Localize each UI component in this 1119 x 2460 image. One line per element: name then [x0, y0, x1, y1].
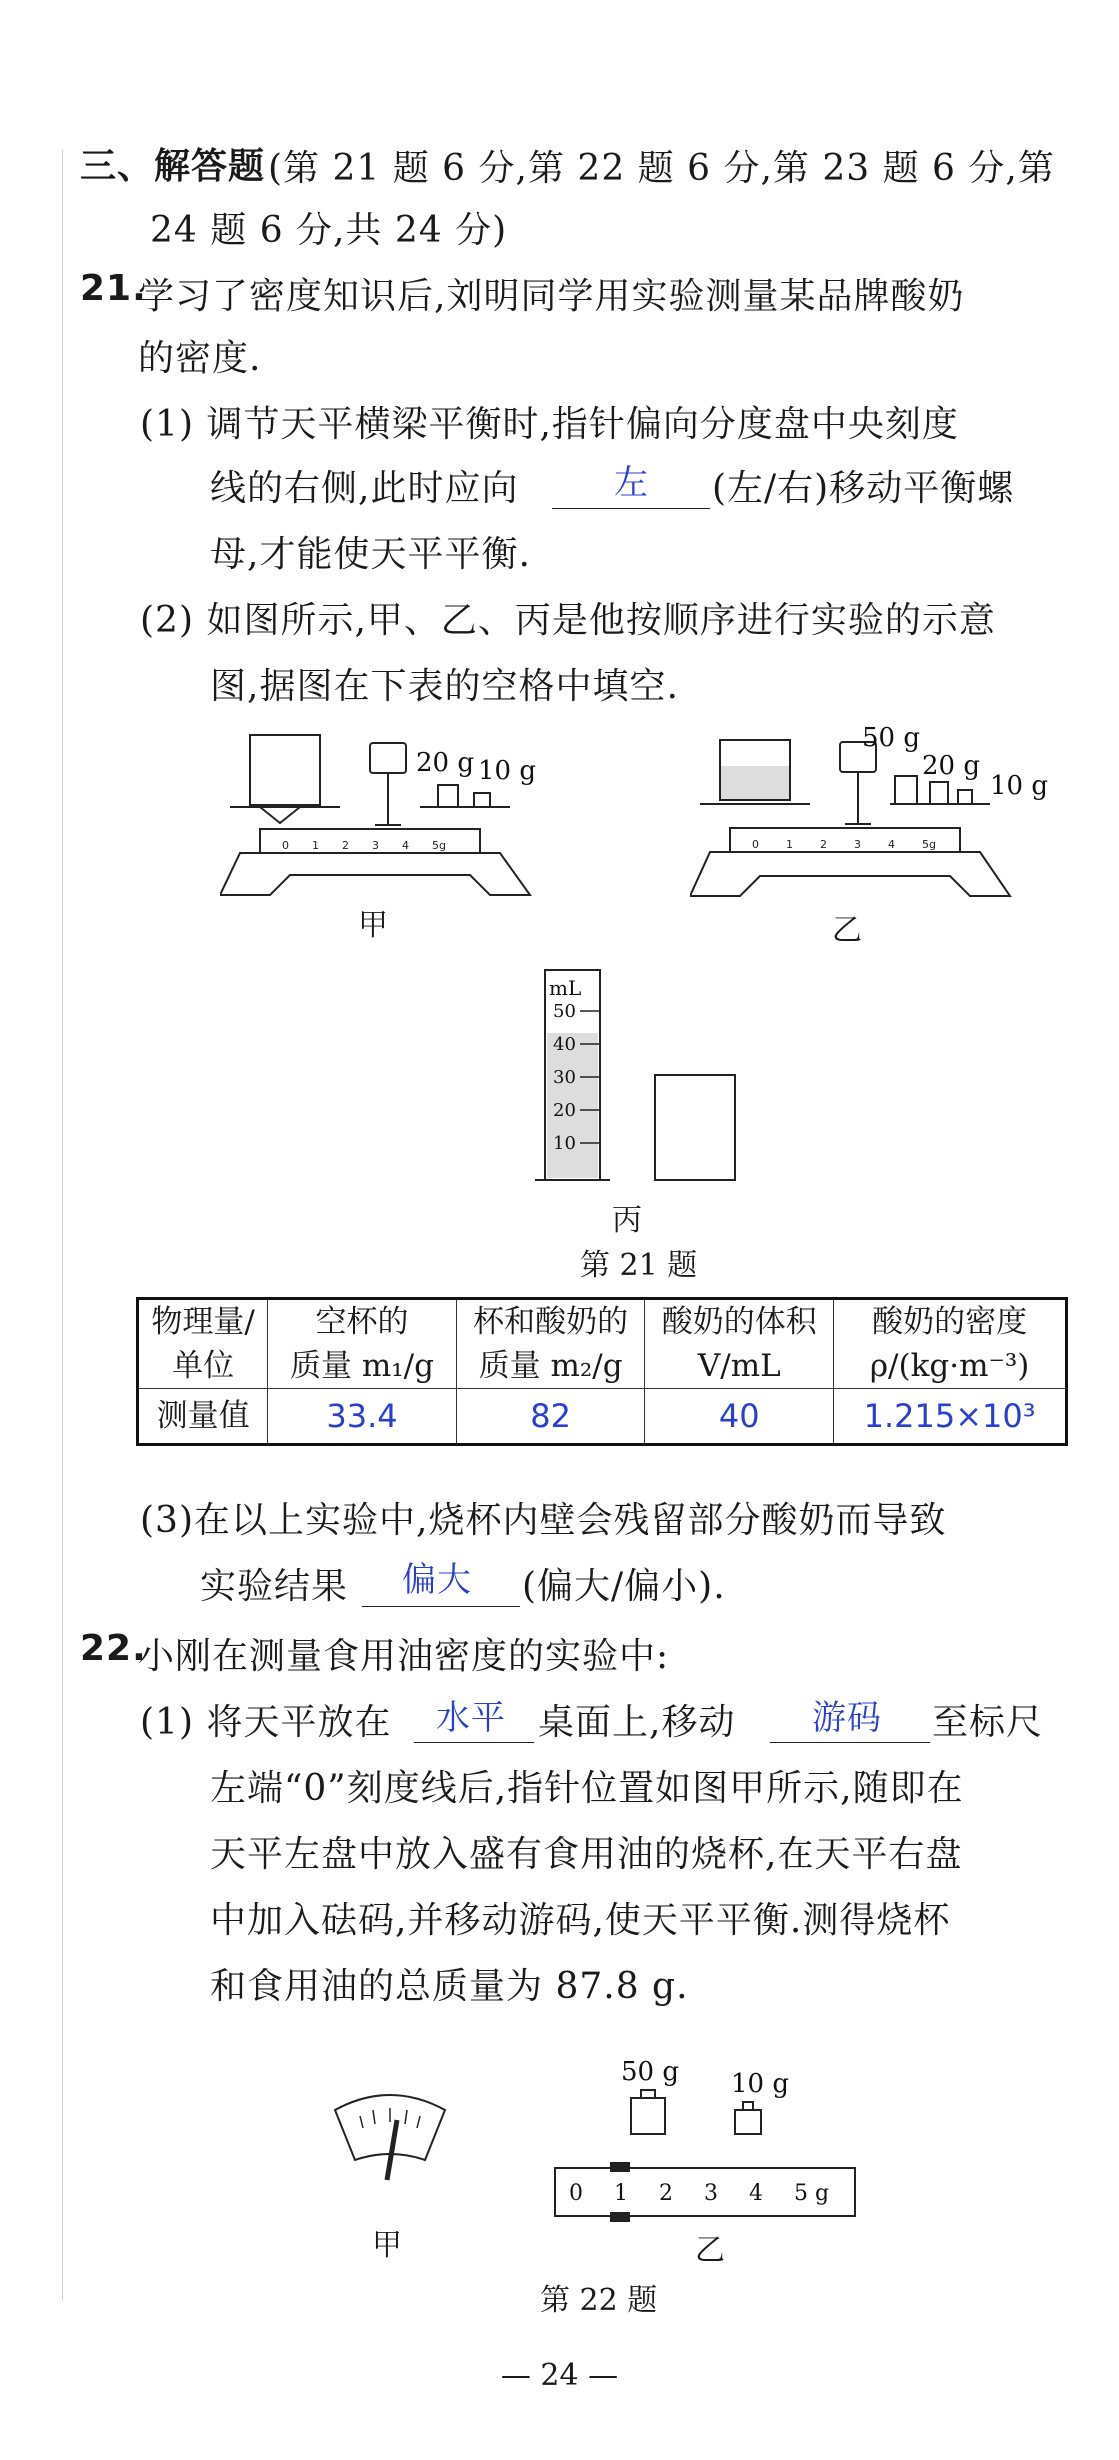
- q21-part3-line-1: (3)在以上实验中,烧杯内壁会残留部分酸奶而导致: [140, 1500, 947, 1541]
- q22-part1-answer-1: 水平: [436, 1698, 506, 1738]
- svg-text:3: 3: [854, 838, 861, 851]
- q22-part1-b: 桌面上,移动: [538, 1702, 736, 1743]
- table-cell: 82: [456, 1389, 645, 1445]
- q21-bing-label: 丙: [612, 1203, 642, 1238]
- q21-data-table: [136, 1297, 1068, 1446]
- q21-jia-weight-10: 10 g: [478, 756, 536, 786]
- q21-number: 21.: [80, 268, 147, 309]
- q21-figure-bing: [535, 965, 755, 1190]
- q22-weight-50: 50 g: [621, 2057, 679, 2087]
- q22-number: 22.: [80, 1628, 147, 1669]
- svg-text:5g: 5g: [432, 839, 446, 852]
- table-cell: 1.215×10³: [834, 1389, 1067, 1445]
- q22-weight-10: 10 g: [731, 2069, 789, 2099]
- q21-part3-blank: [362, 1606, 520, 1607]
- table-row-label: 测量值: [138, 1389, 268, 1445]
- q21-part1-line-2b: (左/右)移动平衡螺: [712, 468, 1015, 509]
- margin-line: [62, 150, 63, 2300]
- scoring-line-1: (第 21 题 6 分,第 22 题 6 分,第 23 题 6 分,第: [268, 148, 1055, 189]
- q21-part2-line-2: 图,据图在下表的空格中填空.: [210, 666, 679, 707]
- cylinder-tick-label: 50: [553, 1001, 576, 1022]
- q21-caption: 第 21 题: [580, 1248, 698, 1283]
- q22-caption: 第 22 题: [540, 2283, 658, 2318]
- table-header-cell: 酸奶的体积 V/mL: [645, 1299, 834, 1389]
- q21-part1-line-2a: 线的右侧,此时应向: [210, 468, 519, 509]
- svg-text:0: 0: [282, 839, 289, 852]
- q22-part1-line-2: 左端“0”刻度线后,指针位置如图甲所示,随即在: [210, 1768, 964, 1809]
- q21-figure-yi: [690, 720, 1070, 935]
- cylinder-tick-label: 30: [553, 1067, 576, 1088]
- q22-part1-line-3: 天平左盘中放入盛有食用油的烧杯,在天平右盘: [210, 1834, 963, 1875]
- svg-text:2: 2: [342, 839, 349, 852]
- table-row: [138, 1389, 1067, 1445]
- table-cell: 40: [645, 1389, 834, 1445]
- q22-figure-yi: [545, 2040, 875, 2240]
- q22-figure-jia-dial: [325, 2080, 455, 2190]
- q22-yi-label: 乙: [695, 2233, 725, 2268]
- table-header-cell: 杯和酸奶的 质量 m₂/g: [456, 1299, 645, 1389]
- q22-jia-label: 甲: [372, 2228, 402, 2263]
- q21-part3-line-2b: (偏大/偏小).: [522, 1566, 726, 1607]
- q22-stem: 小刚在测量食用油密度的实验中:: [138, 1636, 670, 1677]
- scoring-line-2: 24 题 6 分,共 24 分): [150, 210, 508, 251]
- cylinder-unit: mL: [549, 976, 582, 1000]
- q21-part3-answer: 偏大: [402, 1560, 472, 1600]
- q21-yi-label: 乙: [832, 913, 862, 948]
- q21-yi-weight-20: 20 g: [922, 751, 980, 781]
- svg-text:3: 3: [372, 839, 379, 852]
- svg-text:1: 1: [312, 839, 319, 852]
- q21-part1-answer: 左: [614, 463, 649, 503]
- q22-part1-line-5: 和食用油的总质量为 87.8 g.: [210, 1966, 689, 2007]
- scale-tick-label: 1: [614, 2181, 628, 2206]
- scale-tick-label: 3: [704, 2181, 718, 2206]
- table-cell: 33.4: [268, 1389, 457, 1445]
- svg-text:4: 4: [402, 839, 409, 852]
- q21-part3-line-2a: 实验结果: [200, 1566, 349, 1607]
- q21-part2-line-1: (2) 如图所示,甲、乙、丙是他按顺序进行实验的示意: [140, 600, 996, 641]
- scale-tick-label: g: [815, 2181, 830, 2206]
- q22-part1-answer-2: 游码: [812, 1698, 882, 1738]
- q21-stem-line-2: 的密度.: [138, 338, 262, 379]
- cylinder-tick-label: 20: [553, 1100, 576, 1121]
- svg-text:4: 4: [888, 838, 895, 851]
- q21-jia-label: 甲: [358, 908, 388, 943]
- svg-text:1: 1: [786, 838, 793, 851]
- scale-tick-label: 0: [569, 2181, 583, 2206]
- q22-part1-line-4: 中加入砝码,并移动游码,使天平平衡.测得烧杯: [210, 1900, 951, 1941]
- scale-tick-label: 4: [749, 2181, 763, 2206]
- svg-text:0: 0: [752, 838, 759, 851]
- q22-part1-blank-2: [770, 1742, 930, 1743]
- cylinder-tick-label: 40: [553, 1034, 576, 1055]
- q22-part1-c: 至标尺: [932, 1702, 1044, 1743]
- q21-stem-line-1: 学习了密度知识后,刘明同学用实验测量某品牌酸奶: [138, 276, 965, 317]
- q22-part1-a: (1) 将天平放在: [140, 1702, 392, 1743]
- q21-yi-weight-10: 10 g: [990, 771, 1048, 801]
- svg-text:2: 2: [820, 838, 827, 851]
- svg-text:5g: 5g: [922, 838, 936, 851]
- table-header-cell: 空杯的 质量 m₁/g: [268, 1299, 457, 1389]
- cylinder-tick-label: 10: [553, 1133, 576, 1154]
- q21-yi-weight-50: 50 g: [862, 723, 920, 753]
- section-heading: 三、解答题: [80, 146, 266, 187]
- table-header-cell: 物理量/ 单位: [138, 1299, 268, 1389]
- page-number: — 24 —: [500, 2358, 619, 2393]
- table-header-cell: 酸奶的密度 ρ/(kg·m⁻³): [834, 1299, 1067, 1389]
- scale-tick-label: 5: [794, 2181, 808, 2206]
- q22-part1-blank-1: [414, 1742, 534, 1743]
- q21-part1-line-3: 母,才能使天平平衡.: [210, 534, 531, 575]
- scale-tick-label: 2: [659, 2181, 673, 2206]
- table-header-row: [138, 1299, 1067, 1389]
- q21-jia-weight-20: 20 g: [416, 748, 474, 778]
- q21-part1-blank: [552, 508, 710, 509]
- q21-part1-line-1: (1) 调节天平横梁平衡时,指针偏向分度盘中央刻度: [140, 404, 959, 445]
